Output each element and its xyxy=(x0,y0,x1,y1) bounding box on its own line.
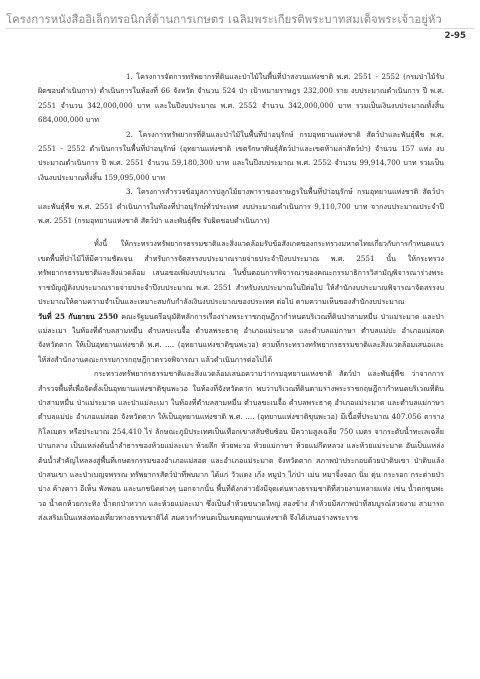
running-header: โครงการหนังสืออิเล็กทรอนิกส์ด้านการเกษตร เฉลิมพระเกียรติพระบาทสมเด็จพระเจ้าอยู่หัว xyxy=(6,13,442,26)
document-body xyxy=(38,70,444,526)
paragraph-project-3: 3. โครงการสำรวจข้อมูลการปลูกไม้ยางพาราของราษฎรในพื้นที่ป่าอนุรักษ์ กรมอุทยานแห่งชาติ สัตว์ป่า และพันธุ์พืช พ.ศ. 2551 ดำเนินการในท้องที่ป่าอนุรักษ์ทั่วประเทศ งบประมาณดำเนินการ 9,110,700 บาท จากงบประมาณประจำปี พ.ศ. 2551 (กรมอุทยานแห่งชาติ สัตว์ป่า และพันธุ์พืช รับผิดชอบดำเนินการ) xyxy=(38,187,444,226)
paragraph-project-1: 1. โครงการจัดการทรัพยากรที่ดินและป่าไม้ในพื้นที่ป่าสงวนแห่งชาติ พ.ศ. 2551 - 2552 (กรมป่าไม้รับผิดชอบดำเนินการ) ดำเนินการในท้องที่ 66 จังหวัด จำนวน 524 ป่า เป้าหมายราษฎร 232,000 ราย งบประมาณดำเนินการ ปี พ.ศ. 2551 จำนวน 342,000,000 บาท และในปีงบประมาณ พ.ศ. 2552 จำนวน 342,000,000 บาท รวมเป็นเงินงบประมาณทั้งสิ้น 684,000,000 บาท xyxy=(38,72,444,125)
header-divider xyxy=(6,28,474,29)
paragraph-cabinet-resolution xyxy=(38,310,444,368)
paragraph-ministry-proposal: กระทรวงทรัพยากรธรรมชาติและสิ่งแวดล้อมเสนอความว่ากรมอุทยานแห่งชาติ สัตว์ป่า และพันธุ์พืช ว่าจากการสำรวจพื้นที่เพื่อจัดตั้งเป็นอุทยานแห่งชาติขุนพะวอ ในท้องที่จังหวัดตาก พบว่าบริเวณที่ดินตามร่างพระราชกฤษฎีกากำหนดบริเวณที่ดินป่าสามหมื่น ป่าแม่ระมาด และป่าแม่ละเมา ในท้องที่ตำบลสามหมื่น ตำบลขะเนจื้อ ตำบลพระธาตุ อำเภอแม่ระมาด และตำบลแม่กาษา ตำบลแม่ปะ อำเภอแม่สอด จังหวัดตาก ให้เป็นอุทยานแห่งชาติ พ.ศ. .... (อุทยานแห่งชาติขุนพะวอ) มีเนื้อที่ประมาณ 407.056 ตารางกิโลเมตร หรือประมาณ 254,410 ไร่ ลักษณะภูมิประเทศเป็นเทือกเขาสลับซับซ้อน มีความสูงเฉลี่ย 750 เมตร จากระดับน้ำทะเลเฉลี่ยปานกลาง เป็นแหล่งต้นน้ำลำธารของห้วยแม่ละเมา ห้วยลึก ห้วยพะวอ ห้วยแม่กาษา ห้วยแม่กึดหลวง และห้วยแม่ระมาด อันเป็นแหล่งต้นน้ำสำคัญไหลลงสู่พื้นที่เกษตรกรรมของอำเภอแม่สอด และอำเภอแม่ระมาด จังหวัดตาก สภาพป่าประกอบด้วยป่าดิบเขา ป่าดิบแล้ง ป่าสนเขา และป่าเบญจพรรณ ทรัพยากรสัตว์ป่าที่พบมาก ได้แก่ วัวแดง เก้ง หมูป่า ไก่ป่า เม่น หมาจิ้งจอก นิ่ม ตุ่น กระรอก กระต่ายป่า บ่าง ค้างคาว อีเห็น พังพอน และนกชนิดต่างๆ นอกจากนั้น พื้นที่ดังกล่าวยังมีจุดเด่นทางธรรมชาติที่สวยงามหลายแห่ง เช่น น้ำตกขุนพะวอ น้ำตกห้วยกระทิง น้ำตกป่าหวาก และห้วยแม่ละเมา ซึ่งเป็นลำห้วยขนาดใหญ่ สองข้าง ลำห้วยมีสภาพป่าที่สมบูรณ์สวยงาม สามารถส่งเสริมเป็นแหล่งท่องเที่ยวทางธรรมชาติได้ สมควรกำหนดเป็นเขตอุทยานแห่งชาติ จึงได้เสนอร่างพระราช xyxy=(38,369,444,523)
paragraph-budget-note: ทั้งนี้ ให้กระทรวงทรัพยากรธรรมชาติและสิ่งแวดล้อมรับข้อสังเกตของกระทรวงมหาดไทยเกี่ยวกับการกำหนดแนวเขตพื้นที่ป่าไม้ให้มีความชัดเจน สำหรับการจัดสรรงบประมาณรายจ่ายประจำปีงบประมาณ พ.ศ. 2551 นั้น ให้กระทรวงทรัพยากรธรรมชาติและสิ่งแวดล้อม เสนอขอเพิ่มงบประมาณ ในขั้นตอนการพิจารณาของคณะกรรมาธิการวิสามัญพิจารณาร่างพระราชบัญญัติงบประมาณรายจ่ายประจำปีงบประมาณ พ.ศ. 2551 สำหรับงบประมาณในปีต่อไป ให้สำนักงบประมาณพิจารณาจัดสรรงบประมาณให้ตามความจำเป็นและเหมาะสมกับกำลังเงินงบประมาณของประเทศ ต่อไป ตามความเห็นของสำนักงบประมาณ xyxy=(38,239,444,307)
resolution-text: คณะรัฐมนตรีอนุมัติหลักการเรื่องร่างพระราชกฤษฎีกากำหนดบริเวณที่ดินป่าสามหมื่น ป่าแม่ระมาด และป่าแม่ละเมา ในท้องที่ตำบลสามหมื่น ตำบลขะเนจื้อ ตำบลพระธาตุ อำเภอแม่ระมาด และตำบลแม่กาษา ตำบลแม่ปะ อำเภอแม่สอด จังหวัดตาก ให้เป็นอุทยานแห่งชาติ พ.ศ. .... (อุทยานแห่งชาติขุนพะวอ) ตามที่กระทรวงทรัพยากรธรรมชาติและสิ่งแวดล้อมเสนอและให้ส่งสำนักงานคณะกรรมการกฤษฎีกาตรวจพิจารณา แล้วดำเนินการต่อไปได้ xyxy=(38,311,444,364)
resolution-date: วันที่ 25 กันยายน 2550 xyxy=(38,311,119,321)
paragraph-project-2: 2. โครงการทรัพยากรที่ดินและป่าไม้ในพื้นที่ป่าอนุรักษ์ กรมอุทยานแห่งชาติ สัตว์ป่าและพันธุ์พืช พ.ศ. 2551 - 2552 ดำเนินการในพื้นที่ป่าอนุรักษ์ (อุทยานแห่งชาติ เขตรักษาพันธุ์สัตว์ป่าและเขตห้ามล่าสัตว์ป่า) จำนวน 157 แห่ง งบประมาณดำเนินการ ปี พ.ศ. 2551 จำนวน 59,180,300 บาท และในปีงบประมาณ พ.ศ. 2552 จำนวน 99,914,700 บาท รวมเป็นเงินงบประมาณทั้งสิ้น 159,095,000 บาท xyxy=(38,129,444,182)
page-number: 2-95 xyxy=(444,31,466,41)
